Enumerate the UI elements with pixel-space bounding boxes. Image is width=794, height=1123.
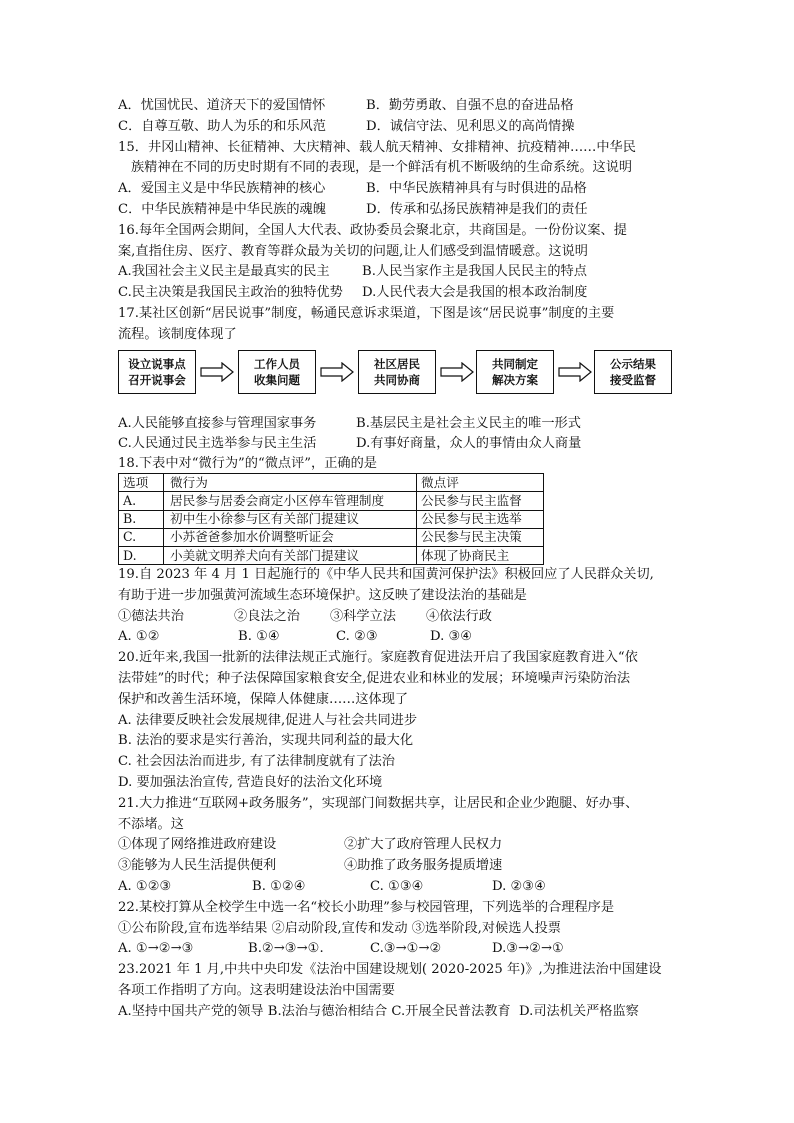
- table-cell: B.: [119, 510, 164, 528]
- q19-stem: 19.自 2023 年 4 月 1 日起施行的《中华人民共和国黄河保护法》积极回应了人民群众关切,: [118, 567, 654, 583]
- option-a: A．忧国忧民、道济天下的爱国情怀: [118, 98, 326, 113]
- q20-stem-cont: 保护和改善生活环境，保障人体健康……这体现了: [118, 691, 409, 707]
- q16-stem-cont: 案,直指住房、医疗、教育等群众最为关切的问题,让人们感受到温情暖意。这说明: [118, 243, 588, 259]
- statement-1: ①德法共治: [118, 608, 184, 624]
- table-row: [119, 546, 544, 564]
- option-row: [118, 627, 678, 648]
- option-a: A. 法律要反映社会发展规律,促进人与社会共同进步: [118, 712, 418, 728]
- micro-behavior-table: [118, 473, 544, 565]
- statement-row: [118, 835, 678, 856]
- statement-2: ②扩大了政府管理人民权力: [344, 837, 503, 853]
- table-row: [119, 492, 544, 510]
- option-a: A. ①②③: [118, 879, 172, 895]
- option-c: C. 社会因法治而进步, 有了法律制度就有了法治: [118, 754, 395, 770]
- option-row: [118, 877, 678, 898]
- option-a: A. ①→②→③: [118, 941, 194, 957]
- exam-page: [118, 96, 678, 1023]
- arrow-right-icon: [558, 362, 592, 382]
- flow-step: [358, 350, 436, 394]
- q21-stem: 21.大力推进“互联网+政务服务”，实现部门间数据共享，让居民和企业少跑腿、好办事、: [118, 795, 639, 811]
- statement-1: ①体现了网络推进政府建设: [118, 837, 277, 853]
- arrow-right-icon: [320, 362, 354, 382]
- option-d: D.有事好商量，众人的事情由众人商量: [356, 436, 582, 452]
- q18-stem: 18.下表中对“微行为”的“微点评”，正确的是: [118, 456, 377, 472]
- option-c: C.③→①→②: [370, 941, 442, 957]
- q20-stem: 20.近年来,我国一批新的法律法规正式施行。家庭教育促进法开启了我国家庭教育进入“依: [118, 650, 638, 666]
- table-header-cell: 微行为: [164, 474, 417, 492]
- option-d: D.③→②→①: [492, 941, 564, 957]
- table-header-cell: 微点评: [417, 474, 544, 492]
- option-c: C. ②③: [336, 629, 378, 645]
- table-cell: 小美就文明养犬向有关部门提建议: [164, 546, 417, 564]
- statement-4: ④依法行政: [426, 608, 492, 624]
- q23-stem: 23.2021 年 1 月,中共中央印发《法治中国建设规划( 2020-2025 年)》,为推进法治中国建设: [118, 962, 662, 978]
- flow-step-line: 设立说事点: [128, 356, 186, 371]
- option-c: C.民主决策是我国民主政治的独特优势: [118, 285, 343, 301]
- option-d: D.人民代表大会是我国的根本政治制度: [362, 285, 588, 301]
- q17-stem: 17.某社区创新“居民说事”制度，畅通民意诉求渠道，下图是该“居民说事”制度的主要: [118, 305, 615, 321]
- q23-options: A.坚持中国共产党的领导 B.法治与德治相结合 C.开展全民普法教育 D.司法机关严格监察: [118, 1003, 639, 1019]
- option-b: B．勤劳勇敢、自强不息的奋进品格: [366, 98, 574, 113]
- flow-step-line: 召开说事会: [128, 372, 186, 387]
- arrow-right-icon: [440, 362, 474, 382]
- flow-step-line: 共同协商: [374, 372, 420, 387]
- option-a: A.我国社会主义民主是最真实的民主: [118, 264, 330, 280]
- option-d: D．传承和弘扬民族精神是我们的责任: [366, 201, 588, 217]
- q17-stem-cont: 流程。该制度体现了: [118, 326, 237, 342]
- option-b: B. ①②④: [252, 879, 306, 895]
- flow-step: [238, 350, 316, 394]
- flow-step-line: 解决方案: [492, 372, 538, 387]
- option-row: [118, 200, 678, 221]
- option-d: D. ②③④: [492, 879, 546, 895]
- flow-step: [118, 350, 196, 394]
- option-b: B. 法治的要求是实行善治，实现共同利益的最大化: [118, 733, 414, 749]
- table-cell: 公民参与民主选举: [417, 510, 544, 528]
- q15-stem: 15．井冈山精神、长征精神、大庆精神、载人航天精神、女排精神、抗疫精神……中华民: [118, 139, 636, 155]
- q20-stem-cont: 法带娃”的时代；种子法保障国家粮食安全,促进农业和林业的发展；环境噪声污染防治法: [118, 671, 631, 687]
- table-cell: 小苏爸爸参加水价调整听证会: [164, 528, 417, 546]
- q16-stem: 16.每年全国两会期间，全国人大代表、政协委员会聚北京，共商国是。一份份议案、提: [118, 222, 627, 238]
- statement-3: ③能够为人民生活提供便利: [118, 858, 277, 874]
- flow-step-line: 社区居民: [374, 356, 420, 371]
- q21-stem-cont: 不添堵。这: [118, 816, 184, 832]
- q23-stem-cont: 各项工作指明了方向。这表明建设法治中国需要: [118, 983, 395, 999]
- q15-stem-cont: 族精神在不同的历史时期有不同的表现，是一个鲜活有机不断吸纳的生命系统。这说明: [131, 160, 633, 176]
- option-c: C. ①③④: [370, 879, 424, 895]
- table-cell: 公民参与民主决策: [417, 528, 544, 546]
- option-row: [118, 179, 678, 200]
- arrow-right-icon: [200, 362, 234, 382]
- flow-step-line: 收集问题: [254, 372, 300, 387]
- table-cell: 居民参与居委会商定小区停车管理制度: [164, 492, 417, 510]
- table-cell: C.: [119, 528, 164, 546]
- flow-step-line: 工作人员: [254, 356, 300, 371]
- option-row: [118, 117, 678, 138]
- option-c: C.人民通过民主选举参与民主生活: [118, 436, 317, 452]
- table-cell: 体现了协商民主: [417, 546, 544, 564]
- flow-step: [594, 350, 672, 394]
- option-a: A. ①②: [118, 629, 160, 645]
- q22-steps: ①公布阶段,宣布选举结果 ②启动阶段,宣传和发动 ③选举阶段,对候选人投票: [118, 920, 561, 936]
- q19-stem-cont: 有助于进一步加强黄河流域生态环境保护。这反映了建设法治的基础是: [118, 587, 527, 603]
- option-c: C．自尊互敬、助人为乐的和乐风范: [118, 118, 326, 134]
- option-row: [118, 96, 678, 117]
- table-header-row: [119, 474, 544, 492]
- table-cell: 公民参与民主监督: [417, 492, 544, 510]
- table-cell: 初中生小徐参与区有关部门提建议: [164, 510, 417, 528]
- option-a: A.人民能够直接参与管理国家事务: [118, 415, 317, 431]
- option-d: D. 要加强法治宣传, 营造良好的法治文化环境: [118, 775, 383, 791]
- option-d: D. ③④: [430, 629, 473, 645]
- table-cell: D.: [119, 546, 164, 564]
- statement-3: ③科学立法: [330, 608, 396, 624]
- option-a: A．爱国主义是中华民族精神的核心: [118, 181, 326, 197]
- option-d: D．诚信守法、见利思义的高尚情操: [366, 118, 575, 134]
- option-row: [118, 283, 678, 304]
- option-b: B.人民当家作主是我国人民民主的特点: [362, 264, 587, 280]
- option-row: [118, 434, 678, 455]
- flowchart: [118, 350, 678, 408]
- option-b: B．中华民族精神具有与时俱进的品格: [366, 181, 587, 197]
- statement-row: [118, 856, 678, 877]
- statement-row: [118, 607, 678, 628]
- option-b: B.②→③→①.: [248, 941, 324, 957]
- table-cell: A.: [119, 492, 164, 510]
- table-row: [119, 528, 544, 546]
- q22-stem: 22.某校打算从全校学生中选一名“校长小助理”参与校园管理，下列选举的合理程序是: [118, 899, 615, 915]
- flow-step-line: 共同制定: [492, 356, 538, 371]
- option-row: [118, 262, 678, 283]
- option-row: [118, 939, 678, 960]
- option-b: B.基层民主是社会主义民主的唯一形式: [356, 415, 581, 431]
- table-row: [119, 510, 544, 528]
- flow-step-line: 公示结果: [610, 356, 656, 371]
- option-c: C．中华民族精神是中华民族的魂魄: [118, 201, 326, 217]
- statement-4: ④助推了政务服务提质增速: [344, 858, 503, 874]
- option-row: [118, 414, 678, 435]
- flow-step-line: 接受监督: [610, 372, 656, 387]
- table-header-cell: 选项: [119, 474, 164, 492]
- statement-2: ②良法之治: [234, 608, 300, 624]
- option-b: B. ①④: [238, 629, 280, 645]
- flow-step: [476, 350, 554, 394]
